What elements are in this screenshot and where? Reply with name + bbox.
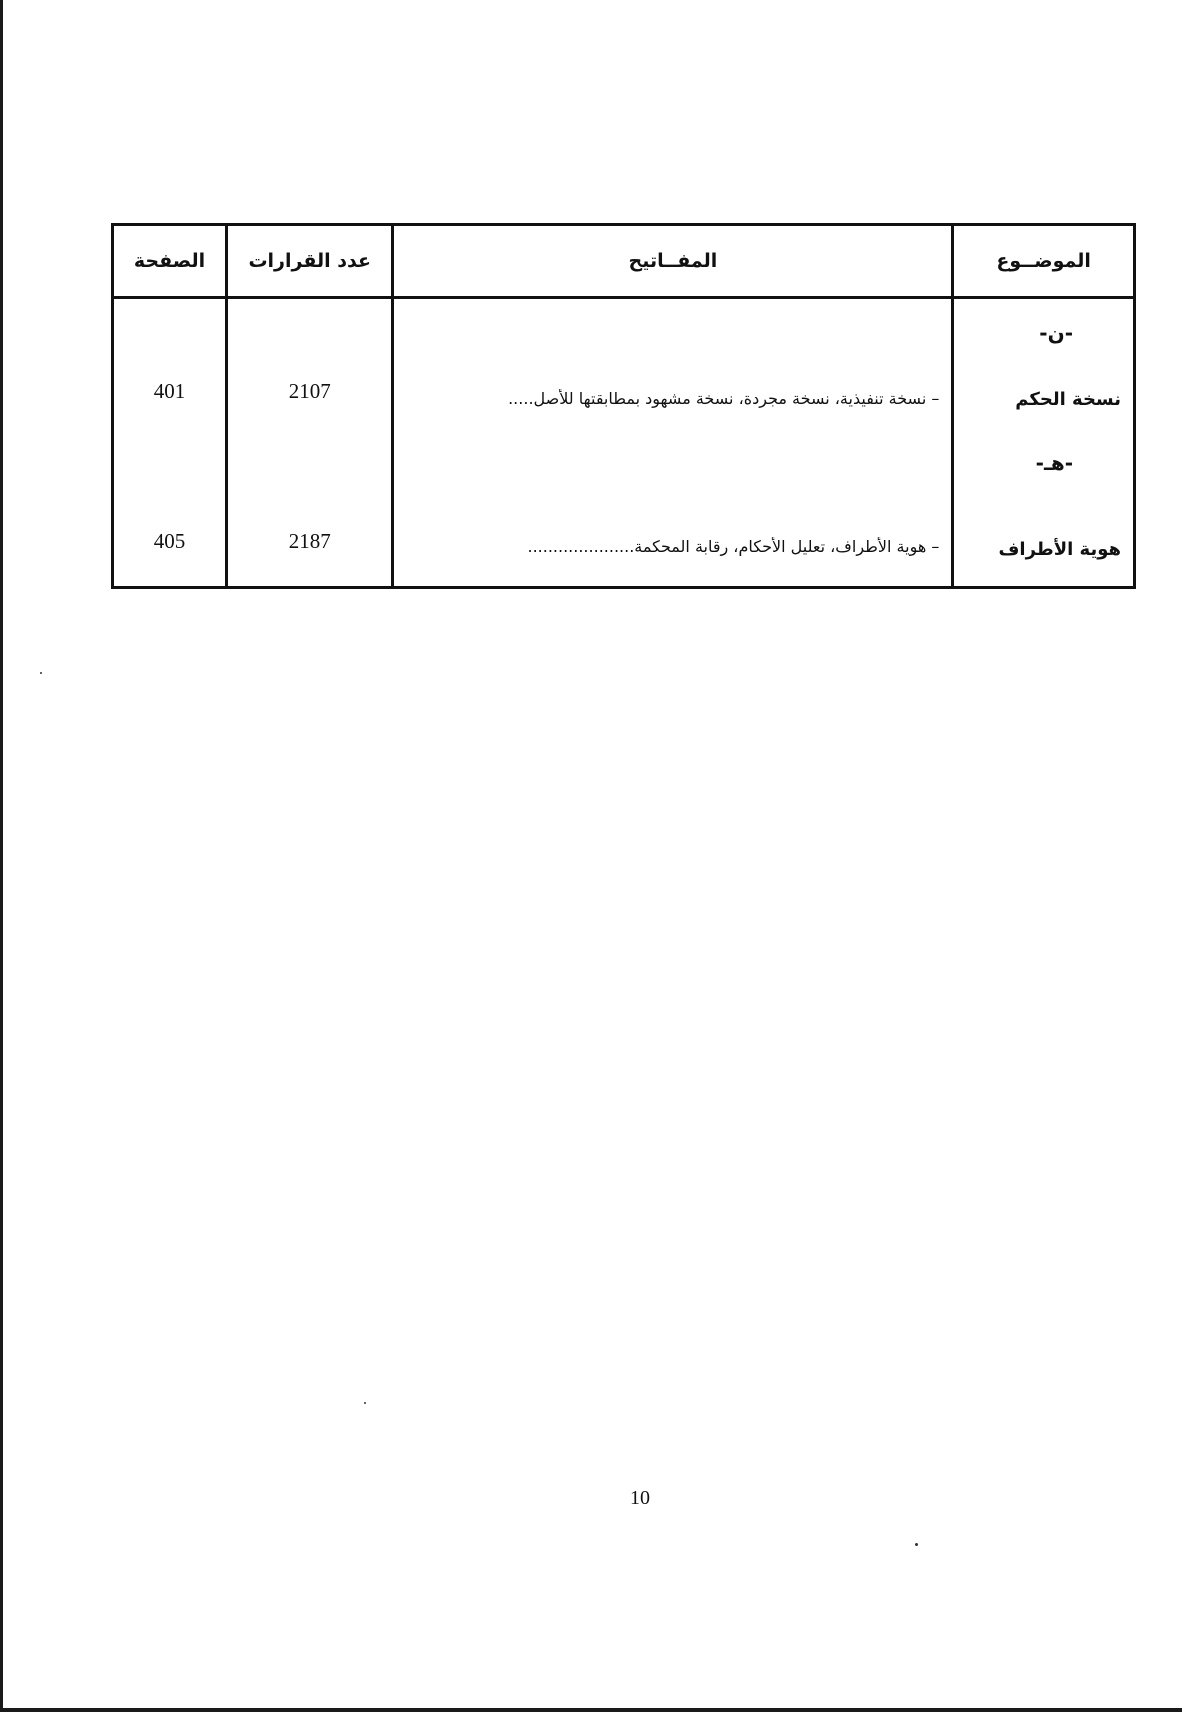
index-table	[111, 223, 1136, 589]
count-value: 2187	[288, 529, 331, 553]
subject-entry: نسخة الحكم	[1015, 389, 1121, 410]
section-letter: -هـ-	[1035, 451, 1073, 475]
count-column	[227, 298, 393, 588]
header-subject: الموضــوع	[953, 225, 1135, 298]
scan-bottom-edge	[0, 1708, 1182, 1712]
subject-column	[953, 298, 1135, 588]
keys-entry: – نسخة تنفيذية، نسخة مجردة، نسخة مشهود بمطابقتها للأصل.....	[508, 389, 940, 408]
section-letter: -ن-	[1039, 321, 1073, 345]
subject-entry: هوية الأطراف	[998, 539, 1121, 560]
scan-speck	[364, 1402, 366, 1404]
scan-speck	[40, 672, 42, 674]
count-value: 2107	[288, 379, 331, 403]
scan-speck	[915, 1543, 918, 1546]
scan-left-edge	[0, 0, 3, 1712]
keys-column	[393, 298, 953, 588]
header-keys: المفــاتيح	[393, 225, 953, 298]
page-value: 401	[153, 379, 186, 403]
page-number: 10	[630, 1487, 650, 1509]
keys-entry: – هوية الأطراف، تعليل الأحكام، رقابة المحكمة.....................	[527, 537, 940, 556]
header-count: عدد القرارات	[227, 225, 393, 298]
table-header-row	[113, 225, 1135, 298]
page-column	[113, 298, 227, 588]
header-page: الصفحة	[113, 225, 227, 298]
table-body-row	[113, 298, 1135, 588]
page-value: 405	[153, 529, 186, 553]
